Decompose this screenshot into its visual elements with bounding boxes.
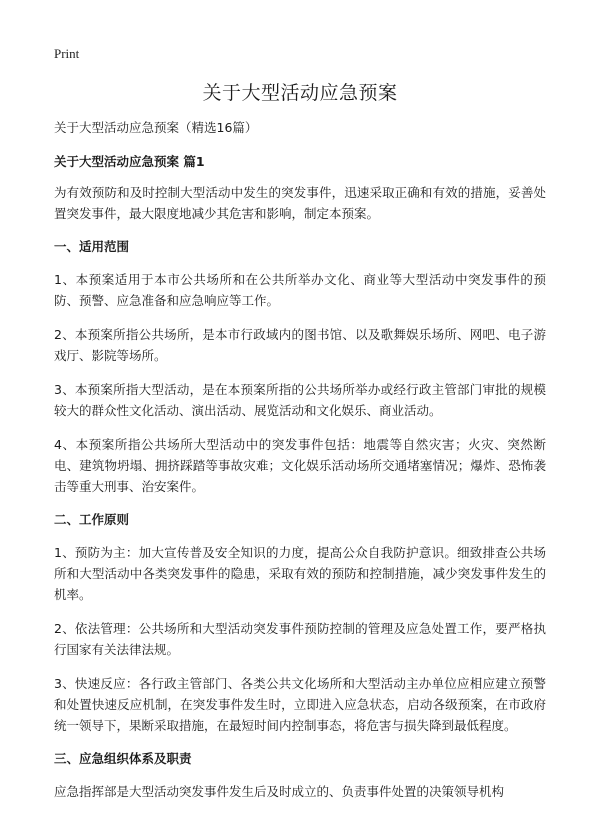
scope-item-3: 3、本预案所指大型活动，是在本预案所指的公共场所举办或经行政主管部门审批的规模较大的群众性文化活动、演出活动、展览活动和文化娱乐、商业活动。 bbox=[54, 382, 546, 418]
organization-item-1: 应急指挥部是大型活动突发事件发生后及时成立的、负责事件处置的决策领导机构 bbox=[54, 784, 505, 799]
section-title: 关于大型活动应急预案 篇1 bbox=[54, 154, 205, 169]
heading-scope: 一、适用范围 bbox=[54, 239, 130, 254]
document-title: 关于大型活动应急预案 bbox=[202, 82, 398, 104]
principle-item-1: 1、预防为主：加大宣传普及安全知识的力度，提高公众自我防护意识。细致排查公共场所和大型活动中各类突发事件的隐患，采取有效的预防和控制措施，减少突发事件发生的机率。 bbox=[54, 545, 546, 602]
principle-item-2: 2、依法管理：公共场所和大型活动突发事件预防控制的管理及应急处置工作，要严格执行国家有关法律法规。 bbox=[54, 621, 546, 657]
print-label: Print bbox=[54, 46, 80, 61]
document-subtitle: 关于大型活动应急预案（精选16篇） bbox=[54, 120, 258, 135]
scope-item-2: 2、本预案所指公共场所，是本市行政域内的图书馆、以及歌舞娱乐场所、网吧、电子游戏厅、影院等场所。 bbox=[54, 327, 546, 363]
scope-item-1: 1、本预案适用于本市公共场所和在公共所举办文化、商业等大型活动中突发事件的预防、预警、应急准备和应急响应等工作。 bbox=[54, 272, 546, 308]
heading-organization: 三、应急组织体系及职责 bbox=[54, 751, 192, 766]
scope-item-4: 4、本预案所指公共场所大型活动中的突发事件包括：地震等自然灾害；火灾、突然断电、建筑物坍塌、拥挤踩踏等事故灾难；文化娱乐活动场所交通堵塞情况；爆炸、恐怖袭击等重大刑事、治安案件。 bbox=[54, 437, 546, 494]
principle-item-3: 3、快速反应：各行政主管部门、各类公共文化场所和大型活动主办单位应相应建立预警和处置快速反应机制，在突发事件发生时，立即进入应急状态，启动各级预案，在市政府统一领导下，果断采取措施，在最短时间内控制事态，将危害与损失降到最低程度。 bbox=[54, 676, 546, 733]
intro-paragraph: 为有效预防和及时控制大型活动中发生的突发事件，迅速采取正确和有效的措施，妥善处置突发事件，最大限度地减少其危害和影响，制定本预案。 bbox=[54, 185, 546, 221]
heading-principles: 二、工作原则 bbox=[54, 512, 130, 527]
